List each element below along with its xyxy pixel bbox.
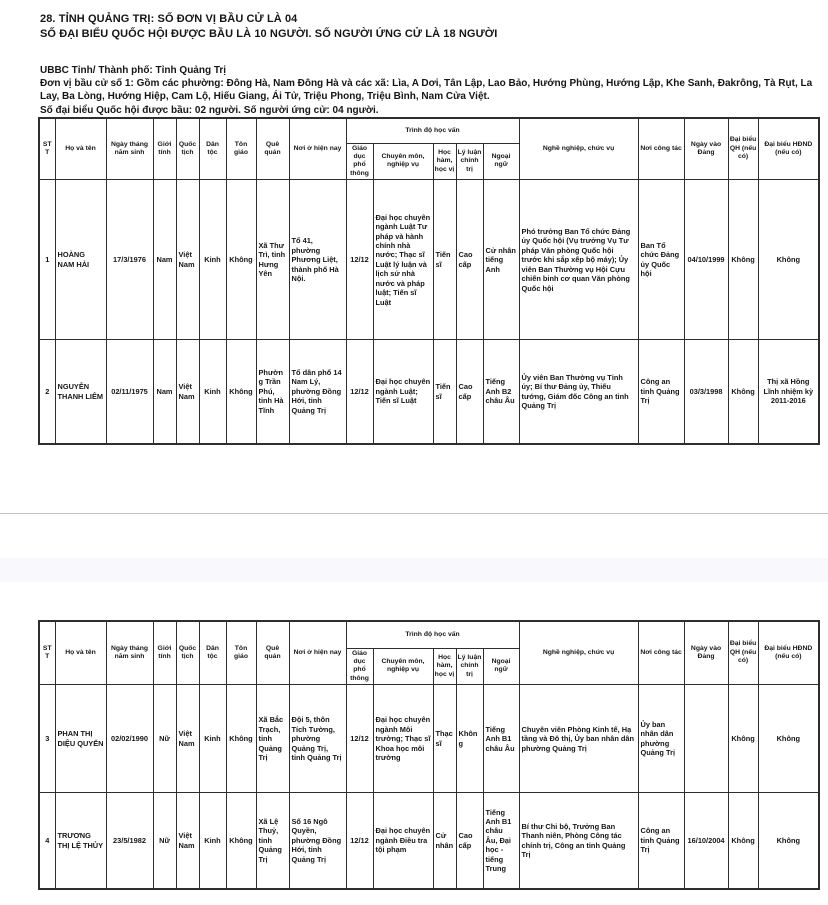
cell-que-quan: Xã Thư Trì, tỉnh Hưng Yên [256, 180, 289, 340]
cell-noi-o: Tổ dân phố 14 Nam Lý, phường Đồng Hới, tỉnh Quảng Trị [289, 340, 346, 444]
col-dbqh: Đại biểu QH (nếu có) [728, 118, 758, 180]
table-row [39, 685, 819, 793]
election-unit-info [40, 64, 819, 117]
cell-que-quan: Phường Trần Phú, tỉnh Hà Tĩnh [256, 340, 289, 444]
cell-quoc-tich: Việt Nam [176, 180, 199, 340]
cell-ly-luan: Cao cấp [456, 180, 483, 340]
table-header [39, 621, 819, 685]
cell-noi-o: Đội 5, thôn Tích Tường, phường Quảng Trị, tỉnh Quảng Trị [289, 685, 346, 793]
cell-ngay-sinh: 17/3/1976 [106, 180, 153, 340]
col-dbqh: Đại biểu QH (nếu có) [728, 621, 758, 685]
cell-hdnd: Không [758, 793, 819, 889]
cell-dan-toc: Kinh [199, 793, 226, 889]
col-stt: ST T [39, 621, 55, 685]
cell-stt: 4 [39, 793, 55, 889]
cell-quoc-tich: Việt Nam [176, 685, 199, 793]
title-line-1: 28. TỈNH QUẢNG TRỊ: SỐ ĐƠN VỊ BẦU CỬ LÀ 04 [40, 13, 298, 25]
col-noi-cong-tac: Nơi công tác [638, 118, 684, 180]
col-ly-luan: Lý luận chính trị [456, 143, 483, 180]
col-dan-toc: Dân tộc [199, 118, 226, 180]
col-ngoai-ngu: Ngoại ngữ [483, 648, 519, 685]
cell-stt: 1 [39, 180, 55, 340]
cell-ngay-sinh: 02/11/1975 [106, 340, 153, 444]
cell-gioi-tinh: Nam [153, 180, 176, 340]
col-gdpt: Giáo dục phổ thông [346, 143, 373, 180]
cell-ton-giao: Không [226, 793, 256, 889]
col-gdpt: Giáo dục phổ thông [346, 648, 373, 685]
col-ly-luan: Lý luận chính trị [456, 648, 483, 685]
col-hdnd: Đại biểu HĐND (nếu có) [758, 118, 819, 180]
cell-hdnd: Không [758, 180, 819, 340]
cell-hoc-ham: Tiến sĩ [433, 340, 456, 444]
col-ngay-dang: Ngày vào Đảng [684, 621, 728, 685]
cell-gdpt: 12/12 [346, 685, 373, 793]
col-group-trinh-do: Trình độ học vấn [346, 118, 519, 143]
cell-quoc-tich: Việt Nam [176, 793, 199, 889]
cell-ho-ten: NGUYỄN THANH LIÊM [55, 340, 106, 444]
table-body [39, 180, 819, 444]
cell-gdpt: 12/12 [346, 180, 373, 340]
cell-ton-giao: Không [226, 180, 256, 340]
cell-hoc-ham: Thạc sĩ [433, 685, 456, 793]
col-que-quan: Quê quán [256, 621, 289, 685]
cell-ngay-dang [684, 685, 728, 793]
cell-dan-toc: Kinh [199, 685, 226, 793]
cell-dan-toc: Kinh [199, 180, 226, 340]
cell-hoc-ham: Cử nhân [433, 793, 456, 889]
col-que-quan: Quê quán [256, 118, 289, 180]
scan-artifact-band [0, 558, 828, 582]
col-nghe-nghiep: Nghề nghiệp, chức vụ [519, 621, 638, 685]
cell-gioi-tinh: Nam [153, 340, 176, 444]
cell-noi-cong-tac: Công an tỉnh Quảng Trị [638, 793, 684, 889]
cell-ngoai-ngu: Tiếng Anh B1 châu Âu, Đại học - tiếng Trung [483, 793, 519, 889]
cell-hoc-ham: Tiến sĩ [433, 180, 456, 340]
cell-dbqh: Không [728, 793, 758, 889]
cell-chuyen-mon: Đại học chuyên ngành Môi trường; Thạc sĩ Khoa học môi trường [373, 685, 433, 793]
cell-chuyen-mon: Đại học chuyên ngành Luật Tư pháp và hành chính nhà nước; Thạc sĩ Luật lý luận và lịch sử nhà nước và pháp luật; Tiến sĩ Luật [373, 180, 433, 340]
col-ho-ten: Họ và tên [55, 118, 106, 180]
unit-description-line: Đơn vị bầu cử số 1: Gồm các phường: Đông Hà, Nam Đông Hà và các xã: Lìa, A Dơi, Tân Lập, Lao Bảo, Hướng Phùng, Hướng Lập, Khe Sanh, Đakrông, Tà Rụt, La Lay, Ba Lòng, Hướng Hiệp, Cam Lộ, Hiếu Giang, Ái Tử, Triệu Phong, Triệu Bình, Nam Cửa Việt. [40, 78, 813, 103]
cell-noi-o: Số 16 Ngô Quyền, phường Đồng Hới, tỉnh Quảng Trị [289, 793, 346, 889]
table-row [39, 180, 819, 340]
col-ho-ten: Họ và tên [55, 621, 106, 685]
cell-ngoai-ngu: Tiếng Anh B2 châu Âu [483, 340, 519, 444]
cell-stt: 2 [39, 340, 55, 444]
cell-noi-cong-tac: Ủy ban nhân dân phường Quảng Trị [638, 685, 684, 793]
cell-gdpt: 12/12 [346, 340, 373, 444]
cell-ngoai-ngu: Tiếng Anh B1 châu Âu [483, 685, 519, 793]
col-ngay-dang: Ngày vào Đảng [684, 118, 728, 180]
cell-ngay-dang: 03/3/1998 [684, 340, 728, 444]
col-hoc-ham: Học hàm, học vị [433, 143, 456, 180]
ubbc-line: UBBC Tỉnh/ Thành phố: Tỉnh Quảng Trị [40, 65, 227, 76]
candidate-table-2 [38, 620, 820, 890]
cell-que-quan: Xã Bắc Trạch, tỉnh Quảng Trị [256, 685, 289, 793]
cell-nghe-nghiep: Chuyên viên Phòng Kinh tế, Hạ tầng và Đô thị, Ủy ban nhân dân phường Quảng Trị [519, 685, 638, 793]
cell-dbqh: Không [728, 685, 758, 793]
col-ngoai-ngu: Ngoại ngữ [483, 143, 519, 180]
cell-noi-cong-tac: Ban Tổ chức Đảng ủy Quốc hội [638, 180, 684, 340]
cell-hdnd: Thị xã Hồng Lĩnh nhiệm kỳ 2011-2016 [758, 340, 819, 444]
cell-ton-giao: Không [226, 340, 256, 444]
cell-dan-toc: Kinh [199, 340, 226, 444]
cell-nghe-nghiep: Phó trưởng Ban Tổ chức Đảng ủy Quốc hội (Vụ trưởng Vụ Tư pháp Văn phòng Quốc hội trước khi sắp xếp bộ máy); Ủy viên Ban Thường vụ Hội Cựu chiến binh cơ quan Văn phòng Quốc hội [519, 180, 638, 340]
cell-gioi-tinh: Nữ [153, 793, 176, 889]
page-separator-line [0, 513, 828, 514]
table-body [39, 685, 819, 889]
cell-ho-ten: TRƯƠNG THỊ LỆ THỦY [55, 793, 106, 889]
col-ngay-sinh: Ngày tháng năm sinh [106, 621, 153, 685]
cell-chuyen-mon: Đại học chuyên ngành Điều tra tội phạm [373, 793, 433, 889]
cell-nghe-nghiep: Bí thư Chi bộ, Trưởng Ban Thanh niên, Phòng Công tác chính trị, Công an tỉnh Quảng Trị [519, 793, 638, 889]
cell-stt: 3 [39, 685, 55, 793]
col-noi-o: Nơi ở hiện nay [289, 621, 346, 685]
cell-dbqh: Không [728, 340, 758, 444]
elected-count-line: Số đại biểu Quốc hội được bầu: 02 người. Số người ứng cử: 04 người. [40, 104, 379, 116]
col-stt: ST T [39, 118, 55, 180]
cell-quoc-tich: Việt Nam [176, 340, 199, 444]
col-quoc-tich: Quốc tịch [176, 118, 199, 180]
cell-ly-luan: Cao cấp [456, 793, 483, 889]
col-quoc-tich: Quốc tịch [176, 621, 199, 685]
cell-gioi-tinh: Nữ [153, 685, 176, 793]
col-noi-cong-tac: Nơi công tác [638, 621, 684, 685]
cell-gdpt: 12/12 [346, 793, 373, 889]
table-header [39, 118, 819, 180]
col-ton-giao: Tôn giáo [226, 118, 256, 180]
cell-chuyen-mon: Đại học chuyên ngành Luật; Tiến sĩ Luật [373, 340, 433, 444]
col-gioi-tinh: Giới tính [153, 621, 176, 685]
col-chuyen-mon: Chuyên môn, nghiệp vụ [373, 143, 433, 180]
col-hoc-ham: Học hàm, học vị [433, 648, 456, 685]
cell-ngoai-ngu: Cử nhân tiếng Anh [483, 180, 519, 340]
col-chuyen-mon: Chuyên môn, nghiệp vụ [373, 648, 433, 685]
col-ngay-sinh: Ngày tháng năm sinh [106, 118, 153, 180]
document-title [40, 12, 497, 42]
cell-ly-luan: Không [456, 685, 483, 793]
table-row [39, 340, 819, 444]
cell-hdnd: Không [758, 685, 819, 793]
candidate-table-1 [38, 117, 820, 445]
cell-ngay-sinh: 23/5/1982 [106, 793, 153, 889]
cell-ho-ten: PHAN THỊ DIỆU QUYẾN [55, 685, 106, 793]
cell-ton-giao: Không [226, 685, 256, 793]
col-gioi-tinh: Giới tính [153, 118, 176, 180]
cell-dbqh: Không [728, 180, 758, 340]
title-line-2: SỐ ĐẠI BIỂU QUỐC HỘI ĐƯỢC BẦU LÀ 10 NGƯỜI. SỐ NGƯỜI ỨNG CỬ LÀ 18 NGƯỜI [40, 27, 498, 40]
cell-ly-luan: Cao cấp [456, 340, 483, 444]
cell-ngay-sinh: 02/02/1990 [106, 685, 153, 793]
col-nghe-nghiep: Nghề nghiệp, chức vụ [519, 118, 638, 180]
cell-que-quan: Xã Lệ Thuỷ, tỉnh Quảng Trị [256, 793, 289, 889]
col-noi-o: Nơi ở hiện nay [289, 118, 346, 180]
col-hdnd: Đại biểu HĐND (nếu có) [758, 621, 819, 685]
cell-ho-ten: HOÀNG NAM HẢI [55, 180, 106, 340]
col-dan-toc: Dân tộc [199, 621, 226, 685]
cell-ngay-dang: 04/10/1999 [684, 180, 728, 340]
table-row [39, 793, 819, 889]
cell-noi-cong-tac: Công an tỉnh Quảng Trị [638, 340, 684, 444]
cell-nghe-nghiep: Ủy viên Ban Thường vụ Tỉnh ủy; Bí thư Đảng ủy, Thiếu tướng, Giám đốc Công an tỉnh Quảng Trị [519, 340, 638, 444]
col-group-trinh-do: Trình độ học vấn [346, 621, 519, 648]
col-ton-giao: Tôn giáo [226, 621, 256, 685]
cell-noi-o: Tổ 41, phường Phương Liệt, thành phố Hà Nội. [289, 180, 346, 340]
cell-ngay-dang: 16/10/2004 [684, 793, 728, 889]
